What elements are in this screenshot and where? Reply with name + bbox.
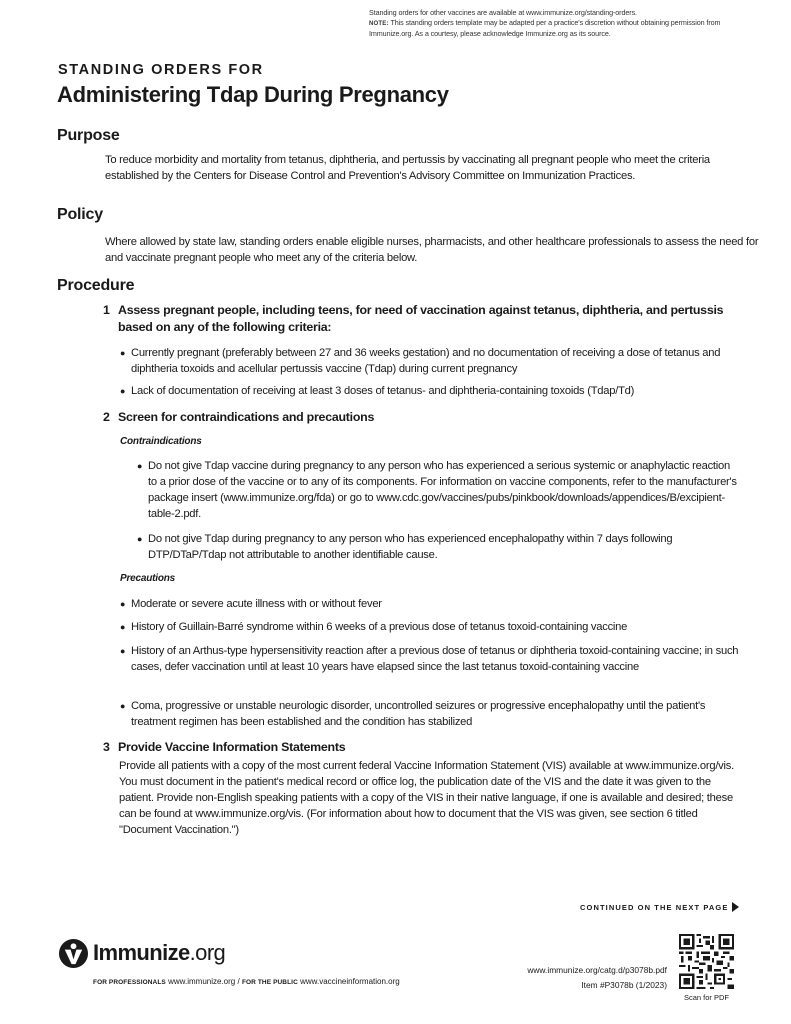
professionals-link[interactable]: www.immunize.org (168, 977, 236, 986)
bullet-icon: ● (120, 599, 126, 609)
precaution-item: ● Coma, progressive or unstable neurologic disorder, uncontrolled seizures or progressive encephalopathy until the patient's treatment regimen has been established and the condition has stabilized (120, 700, 706, 728)
step-number: 3 (103, 740, 110, 754)
step-number: 1 (103, 303, 110, 317)
purpose-heading: Purpose (57, 127, 120, 144)
purpose-text: To reduce morbidity and mortality from tetanus, diphtheria, and pertussis by vaccinating all pregnant people who meet the criteria established by the Centers for Disease Control and Prevention's Advisory Committee on Immunization Practices. (105, 154, 710, 182)
public-label: FOR THE PUBLIC (241, 979, 298, 986)
public-link[interactable]: www.vaccineinformation.org (300, 977, 400, 986)
adaptation-note (369, 18, 739, 39)
immunize-logo (58, 937, 225, 969)
bullet-icon: ● (120, 386, 126, 396)
footer-links (93, 977, 400, 986)
criteria-item: ● Lack of documentation of receiving at least 3 doses of tetanus- and diphtheria-containing toxoids (Tdap/Td) (120, 385, 635, 397)
bullet-icon: ● (120, 646, 126, 656)
bullet-icon: ● (120, 622, 126, 632)
bullet-icon: ● (137, 461, 143, 471)
contraindications-label: Contraindications (120, 436, 202, 447)
step-number: 2 (103, 410, 110, 424)
immunize-logo-icon (58, 938, 89, 969)
qr-code-icon[interactable] (679, 934, 734, 989)
professionals-label: FOR PROFESSIONALS (93, 979, 166, 986)
procedure-step-3 (103, 739, 743, 756)
step-title: Assess pregnant people, including teens, for need of vaccination against tetanus, diphtheria, and pertussis based on any of the following criteria: (118, 303, 724, 334)
document-title: Administering Tdap During Pregnancy (57, 82, 449, 107)
document-kicker: STANDING ORDERS FOR (58, 62, 264, 78)
continued-next-page: CONTINUED ON THE NEXT PAGE (580, 902, 739, 912)
contraindication-item: ● Do not give Tdap vaccine during pregnancy to any person who has experienced a serious systemic or anaphylactic reaction to a prior dose of the vaccine or to any of its components. For information on vaccine components, refer to the manufacturer's package insert (www.immunize.org/fda) or go to www.cdc.gov/vaccines/pubs/pinkbook/downloads/appendices/B/excipient-table-2.pdf. (137, 460, 737, 520)
precautions-label: Precautions (120, 573, 176, 584)
link-separator: / (237, 977, 240, 986)
procedure-heading: Procedure (57, 277, 135, 294)
precaution-item: ● History of an Arthus-type hypersensitivity reaction after a previous dose of tetanus or diphtheria toxoid-containing vaccine; in such cases, defer vaccination until at least 10 years have elapsed since the last tetanus toxoid-containing vaccine (120, 645, 739, 673)
standing-orders-availability: Standing orders for other vaccines are available at www.immunize.org/standing-orders. (369, 8, 637, 17)
bullet-icon: ● (120, 348, 126, 358)
note-label: NOTE: (369, 20, 389, 27)
step-title: Screen for contraindications and precautions (118, 410, 375, 424)
precaution-item: ● Moderate or severe acute illness with or without fever (120, 598, 382, 610)
bullet-icon: ● (120, 701, 126, 711)
item-number: Item #P3078b (1/2023) (581, 980, 667, 990)
note-text: This standing orders template may be adapted per a practice's discretion without obtaining permission from Immunize.org. As a courtesy, please acknowledge Immunize.org as its source. (369, 17, 721, 39)
scan-for-pdf-label: Scan for PDF (683, 993, 729, 1002)
pdf-link[interactable]: www.immunize.org/catg.d/p3078b.pdf (527, 965, 667, 975)
policy-heading: Policy (57, 206, 103, 223)
procedure-step-1 (103, 302, 743, 336)
template-note (369, 8, 739, 39)
play-arrow-icon (732, 902, 739, 912)
logo-wordmark: Immunize.org (93, 940, 226, 965)
procedure-step-2 (103, 409, 743, 426)
criteria-item: ● Currently pregnant (preferably between 27 and 36 weeks gestation) and no documentation of receiving a dose of tetanus and diphtheria toxoids and acellular pertussis vaccine (Tdap) during current pregnancy (120, 347, 721, 375)
policy-text: Where allowed by state law, standing orders enable eligible nurses, pharmacists, and other healthcare professionals to assess the need for and vaccinate pregnant people who meet any of the criteria below. (105, 236, 759, 264)
precaution-item: ● History of Guillain-Barré syndrome within 6 weeks of a previous dose of tetanus toxoid-containing vaccine (120, 621, 628, 633)
vis-instructions: Provide all patients with a copy of the most current federal Vaccine Information Statement (VIS) available at www.immunize.org/vis. You must document in the patient's medical record or office log, the publication date of the VIS and the date it was given to the patient. Provide non-English speaking patients with a copy of the VIS in their native language, if one is available and desired; these can be found at www.immunize.org/vis. (For information about how to document that the VIS was given, see section 6 titled "Document Vaccination.") (119, 760, 734, 836)
step-title: Provide Vaccine Information Statements (118, 740, 346, 754)
bullet-icon: ● (137, 534, 143, 544)
contraindication-item: ● Do not give Tdap during pregnancy to any person who has experienced encephalopathy within 7 days following DTP/DTaP/Tdap not attributable to another identifiable cause. (137, 533, 673, 561)
